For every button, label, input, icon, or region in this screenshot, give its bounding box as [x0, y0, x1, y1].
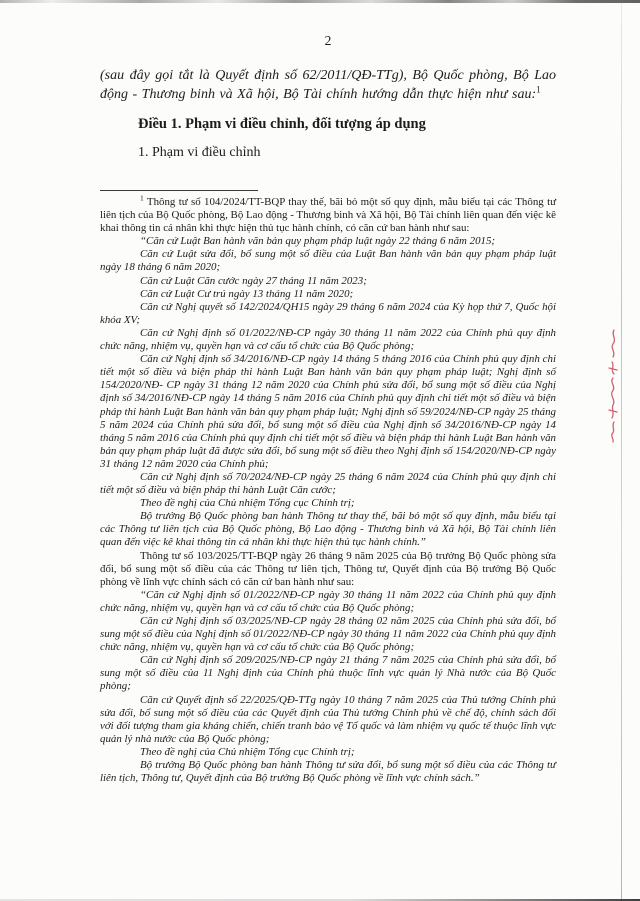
footnote-paragraph: Căn cứ Quyết định số 22/2025/QĐ-TTg ngày 10 tháng 7 năm 2025 của Thủ tướng Chính phủ sửa đổi, bổ sung một số điều của các Quyết định của Thủ tướng Chính phủ về chế độ, chính sách đối với đối tượng tham gia kháng chiến, chiến tranh bảo vệ Tổ quốc và làm nhiệm vụ quốc tế thuộc lĩnh vực quản lý nhà nước của Bộ Quốc phòng; [100, 693, 556, 745]
footnote-paragraph [100, 193, 556, 235]
footnote-separator-rule [100, 190, 258, 191]
footnote-paragraph: Bộ trưởng Bộ Quốc phòng ban hành Thông tư thay thế, bãi bỏ một số quy định, mẫu biểu tại các Thông tư liên tịch của Bộ Quốc phòng, Bộ Lao động - Thương binh và Xã hội, Bộ Tài chính liên quan đến việc kê khai thông tin cá nhân khi thực hiện thủ tục hành chính.” [100, 510, 556, 549]
scan-artifact-right-edge [621, 0, 622, 901]
footnote-paragraph: Căn cứ Nghị quyết số 142/2024/QH15 ngày 29 tháng 6 năm 2024 của Kỳ họp thứ 7, Quốc hội khóa XV; [100, 300, 556, 326]
footnote-paragraph: Căn cứ Luật sửa đổi, bổ sung một số điều của Luật Ban hành văn bản quy phạm pháp luật ngày 18 tháng 6 năm 2020; [100, 248, 556, 274]
footnote-paragraph: “Căn cứ Luật Ban hành văn bản quy phạm pháp luật ngày 22 tháng 6 năm 2015; [140, 235, 496, 248]
article-1-heading: Điều 1. Phạm vi điều chỉnh, đối tượng áp dụng [138, 116, 426, 132]
scan-artifact-top-edge [0, 0, 640, 3]
footnote-reference-1: 1 [536, 84, 541, 95]
footnote-paragraph: Căn cứ Nghị định số 01/2022/NĐ-CP ngày 30 tháng 11 năm 2022 của Chính phủ quy định chức năng, nhiệm vụ, quyền hạn và cơ cấu tổ chức của Bộ Quốc phòng; [100, 326, 556, 353]
footnote-paragraph: Theo đề nghị của Chủ nhiệm Tổng cục Chính trị; [140, 497, 355, 510]
footnote-marker: 1 [140, 193, 144, 203]
footnote-text: Thông tư số 104/2024/TT-BQP thay thế, bãi bỏ một số quy định, mẫu biểu tại các Thông tư liên tịch của Bộ Quốc phòng, Bộ Lao động - Thương binh và Xã hội, Bộ Tài chính liên quan đến việc kê khai thông tin cá nhân khi thực hiện thủ tục hành chính, có căn cứ ban hành như sau: [100, 196, 556, 235]
footnote-paragraph: Căn cứ Nghị định số 34/2016/NĐ-CP ngày 14 tháng 5 tháng 2016 của Chính phủ quy định chi tiết một số điều và biện pháp thi hành Luật Ban hành văn bản quy phạm pháp luật; Nghị định số 154/2020/NĐ- CP ngày 31 tháng 12 năm 2020 của Chính phủ sửa đổi, bổ sung một số điều của Nghị định số 34/2016/NĐ-CP ngày 14 tháng 5 năm 2016 của Chính phủ quy định chi tiết một số điều và biện pháp thi hành Luật Ban hành văn bản quy phạm pháp luật; Nghị định số 59/2024/NĐ-CP ngày 25 tháng 5 năm 2024 của Chính phủ sửa đổi, bổ sung một số điều của Nghị định số 34/2016/NĐ-CP ngày 14 tháng 5 năm 2016 của Chính phủ quy định chi tiết một số điều và biện pháp thi hành Luật Ban hành văn bản quy phạm pháp luật đã được sửa đổi, bổ sung một số điều theo Nghị định số 154/2020/NĐ-CP ngày 31 tháng 12 năm 2020 của Chính phủ; [100, 353, 556, 470]
footnote-paragraph: Bộ trưởng Bộ Quốc phòng ban hành Thông tư sửa đổi, bổ sung một số điều của các Thông tư liên tịch, Thông tư, Quyết định của Bộ trưởng Bộ Quốc phòng về lĩnh vực chính sách.” [100, 759, 556, 785]
footnote-paragraph: Căn cứ Nghị định số 03/2025/NĐ-CP ngày 28 tháng 02 năm 2025 của Chính phủ sửa đổi, bổ sung một số điều của Nghị định số 01/2022/NĐ-CP ngày 30 tháng 11 năm 2022 của Chính phủ quy định chức năng, nhiệm vụ, quyền hạn và cơ cấu tổ chức của Bộ Quốc phòng; [100, 615, 556, 654]
footnote-paragraph: Căn cứ Luật Cư trú ngày 13 tháng 11 năm 2020; [140, 287, 354, 300]
footnote-paragraph: Thông tư số 103/2025/TT-BQP ngày 26 tháng 9 năm 2025 của Bộ trưởng Bộ Quốc phòng sửa đổi, bổ sung một số điều của các Thông tư liên tịch, Thông tư, Quyết định của Bộ trưởng Bộ Quốc phòng về lĩnh vực chính sách có căn cứ ban hành như sau: [100, 549, 556, 588]
body-intro-paragraph [100, 66, 556, 104]
footnote-paragraph: Căn cứ Nghị định số 209/2025/NĐ-CP ngày 21 tháng 7 năm 2025 của Chính phủ sửa đổi, bổ sung một số điều của 11 Nghị định của Chính phủ thuộc lĩnh vực quản lý Nhà nước của Bộ Quốc phòng; [100, 654, 556, 693]
body-intro-text: (sau đây gọi tắt là Quyết định số 62/2011/QĐ-TTg), Bộ Quốc phòng, Bộ Lao động - Thương binh và Xã hội, Bộ Tài chính hướng dẫn thực hiện như sau: [100, 68, 556, 102]
footnote-block [100, 193, 556, 785]
footnote-paragraph: “Căn cứ Nghị định số 01/2022/NĐ-CP ngày 30 tháng 11 năm 2022 của Chính phủ quy định chức năng, nhiệm vụ, quyền hạn và cơ cấu tổ chức của Bộ Quốc phòng; [100, 588, 556, 614]
page-number: 2 [324, 33, 332, 48]
footnote-paragraph: Theo đề nghị của Chủ nhiệm Tổng cục Chính trị; [140, 745, 355, 758]
red-margin-handwriting-mark [603, 326, 623, 444]
footnote-paragraph: Căn cứ Luật Căn cước ngày 27 tháng 11 năm 2023; [140, 274, 367, 287]
footnote-paragraph: Căn cứ Nghị định số 70/2024/NĐ-CP ngày 25 tháng 6 năm 2024 của Chính phủ quy định chi tiết một số điều và biện pháp thi hành Luật Căn cước; [100, 470, 556, 497]
clause-1-line: 1. Phạm vi điều chỉnh [138, 145, 261, 160]
